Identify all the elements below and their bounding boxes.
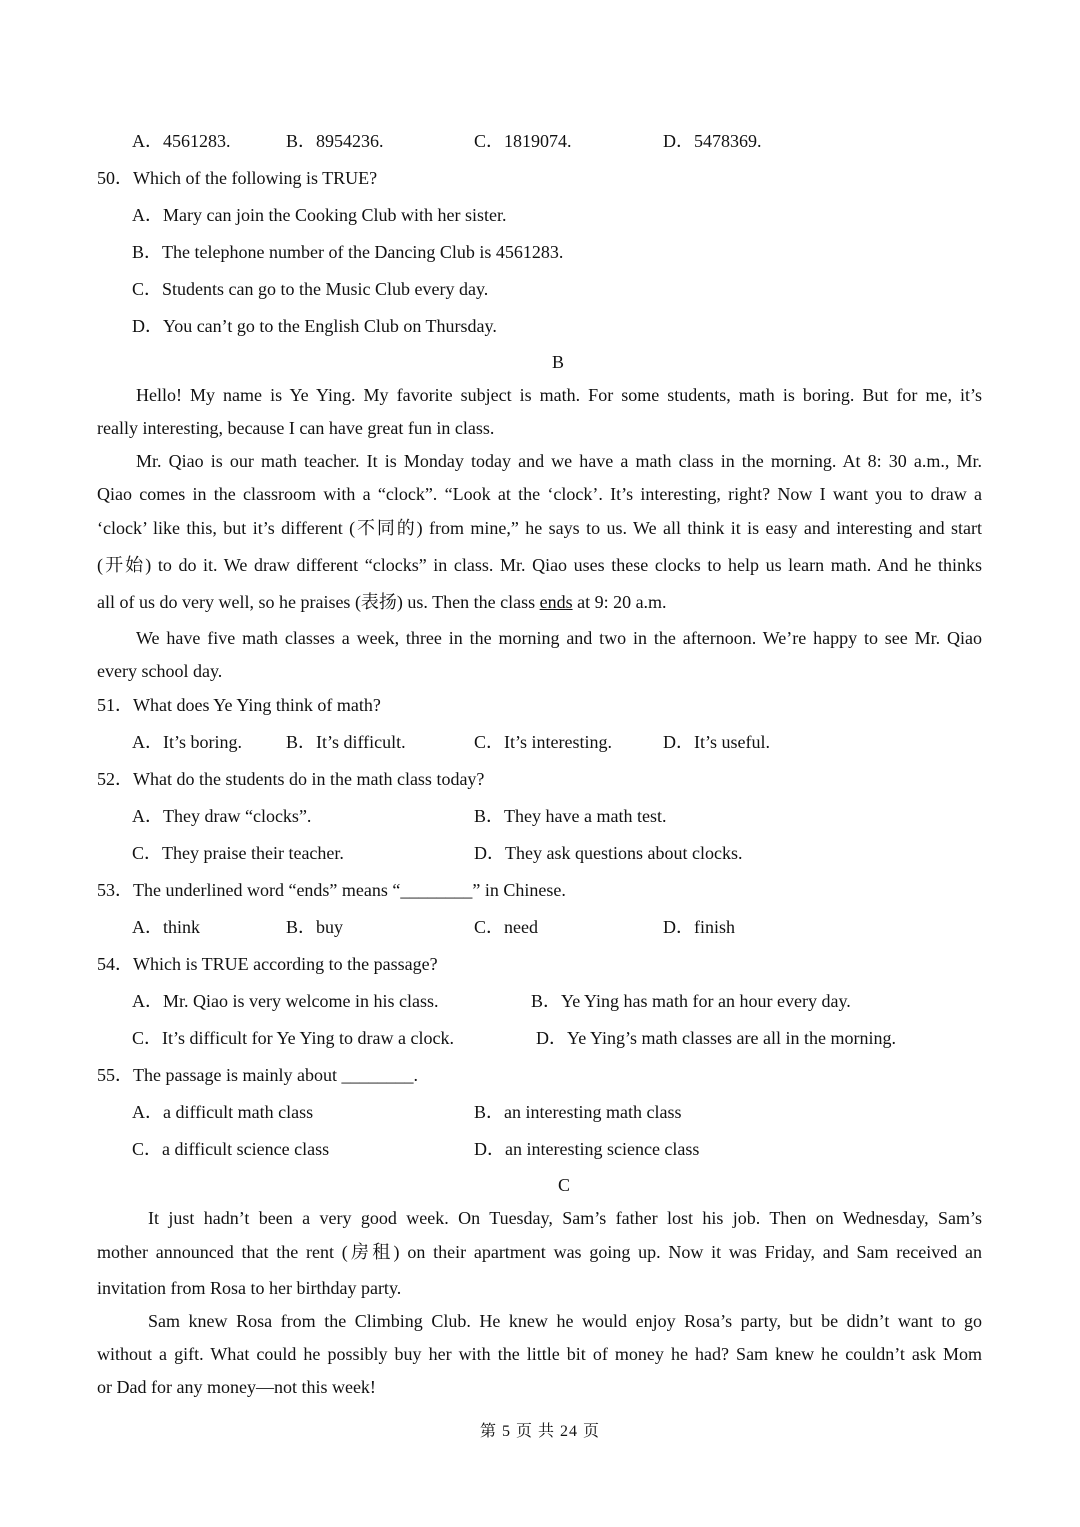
q51-option-d: D．It’s useful. (663, 732, 770, 752)
passage-c-p2-line1: Sam knew Rosa from the Climbing Club. He knew he would enjoy Rosa’s party, but be didn’t want to go (148, 1311, 982, 1331)
passage-c-p1-line3: invitation from Rosa to her birthday party. (97, 1278, 402, 1298)
q50-option-c: C．Students can go to the Music Club every day. (132, 279, 489, 299)
q51-option-a: A．It’s boring. (132, 732, 242, 752)
passage-b-p3-line2: every school day. (97, 661, 223, 681)
passage-b-p2-line5 (97, 591, 667, 613)
q53-option-c: C．need (474, 917, 538, 937)
q50-stem: 50．Which of the following is TRUE? (97, 168, 378, 188)
q54-option-c: C．It’s difficult for Ye Ying to draw a clock. (132, 1028, 454, 1048)
q53-option-a: A．think (132, 917, 201, 937)
passage-b-p3-line1: We have five math classes a week, three in the morning and two in the afternoon. We’re happy to see Mr. Qiao (136, 628, 982, 648)
q52-option-c: C．They praise their teacher. (132, 843, 344, 863)
q50-option-b: B．The telephone number of the Dancing Club is 4561283. (132, 242, 564, 262)
underlined-word-ends: ends (539, 592, 573, 612)
q49-option-a: A．4561283. (132, 131, 231, 151)
q52-option-d: D．They ask questions about clocks. (474, 843, 743, 863)
q54-option-b: B．Ye Ying has math for an hour every day. (531, 991, 851, 1011)
q55-option-d: D．an interesting science class (474, 1139, 700, 1159)
q49-option-b: B．8954236. (286, 131, 384, 151)
passage-b-p2-line2: Qiao comes in the classroom with a “clock”. “Look at the ‘clock’. It’s interesting, right? Now I want you to draw a (97, 484, 982, 504)
passage-b-p2-line3: ‘clock’ like this, but it’s different (不同的) from mine,” he says to us. We all think it is easy and interesting and start (97, 518, 982, 538)
passage-b-p1-line1: Hello! My name is Ye Ying. My favorite subject is math. For some students, math is boring. But for me, it’s (136, 385, 982, 405)
passage-b-p1-line2: really interesting, because I can have great fun in class. (97, 418, 495, 438)
q52-option-a: A．They draw “clocks”. (132, 806, 312, 826)
passage-c-heading: C (558, 1175, 571, 1195)
q52-option-b: B．They have a math test. (474, 806, 667, 826)
page-footer: 第 5 页 共 24 页 (479, 1423, 600, 1440)
q51-option-b: B．It’s difficult. (286, 732, 406, 752)
q53-stem: 53．The underlined word “ends” means “________” in Chinese. (97, 880, 566, 900)
q49-option-c: C．1819074. (474, 131, 572, 151)
q55-option-c: C．a difficult science class (132, 1139, 330, 1159)
q50-option-d: D．You can’t go to the English Club on Thursday. (132, 316, 497, 336)
passage-c-p2-line2: without a gift. What could he possibly buy her with the little bit of money he had? Sam knew he couldn’t ask Mom (97, 1344, 982, 1364)
passage-c-p2-line3: or Dad for any money—not this week! (97, 1377, 376, 1397)
passage-c-p1-line1: It just hadn’t been a very good week. On Tuesday, Sam’s father lost his job. Then on Wednesday, Sam’s (148, 1208, 982, 1228)
passage-b-p2-line4: (开始) to do it. We draw different “clocks” in class. Mr. Qiao uses these clocks to help us learn math. And he thinks (97, 555, 982, 575)
passage-c-p1-line2: mother announced that the rent (房租) on their apartment was going up. Now it was Friday, and Sam received an (97, 1242, 982, 1262)
passage-b-p2-line5-post: at 9: 20 a.m. (572, 592, 667, 612)
q53-option-b: B．buy (286, 917, 344, 937)
q55-option-b: B．an interesting math class (474, 1102, 682, 1122)
q54-stem: 54．Which is TRUE according to the passage? (97, 954, 438, 974)
passage-b-p2-line5-pre: all of us do very well, so he praises (表扬) us. Then the class (97, 592, 540, 612)
q52-stem: 52．What do the students do in the math class today? (97, 769, 485, 789)
q54-option-d: D．Ye Ying’s math classes are all in the morning. (536, 1028, 896, 1048)
passage-b-heading: B (552, 352, 565, 372)
q55-stem: 55．The passage is mainly about ________. (97, 1065, 418, 1085)
q50-option-a: A．Mary can join the Cooking Club with her sister. (132, 205, 507, 225)
q51-stem: 51．What does Ye Ying think of math? (97, 695, 381, 715)
q53-option-d: D．finish (663, 917, 735, 937)
passage-b-p2-line1: Mr. Qiao is our math teacher. It is Monday today and we have a math class in the morning. At 8: 30 a.m., Mr. (136, 451, 982, 471)
q51-option-c: C．It’s interesting. (474, 732, 612, 752)
q55-option-a: A．a difficult math class (132, 1102, 314, 1122)
q54-option-a: A．Mr. Qiao is very welcome in his class. (132, 991, 439, 1011)
q49-option-d: D．5478369. (663, 131, 762, 151)
